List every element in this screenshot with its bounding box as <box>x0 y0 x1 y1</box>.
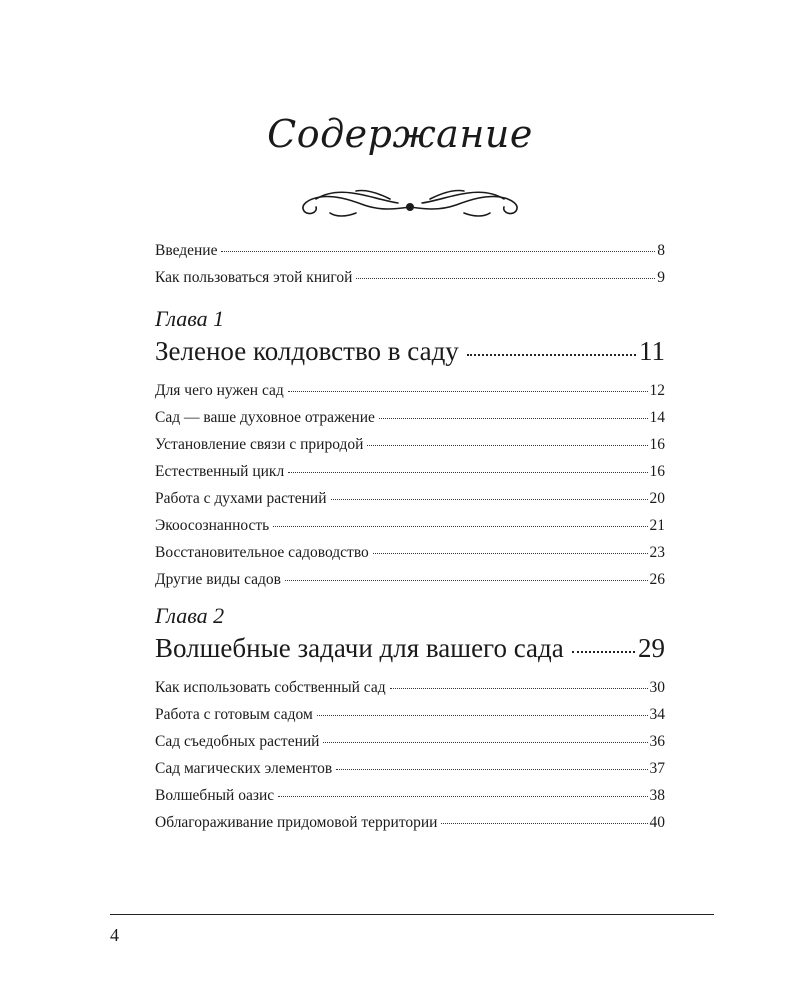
toc-entry[interactable] <box>155 490 665 517</box>
toc-entry-title: Установление связи с природой <box>155 436 364 453</box>
dot-leader <box>373 549 648 554</box>
dot-leader <box>441 819 647 824</box>
toc-entry-title: Как пользоваться этой книгой <box>155 269 353 286</box>
dot-leader <box>379 414 648 419</box>
toc-entry-title: Сад — ваше духовное отражение <box>155 409 375 426</box>
toc-entry-page: 21 <box>649 517 665 534</box>
chapter-page: 29 <box>638 633 665 663</box>
chapter-title: Волшебные задачи для вашего сада <box>155 633 564 663</box>
toc-entry-title: Волшебный оазис <box>155 787 275 804</box>
toc-entry[interactable] <box>155 544 665 571</box>
page-title: Содержание <box>267 112 533 156</box>
chapter-page: 11 <box>639 336 665 366</box>
dot-leader <box>317 711 648 716</box>
toc-entry-page: 38 <box>649 787 665 804</box>
toc-entry-title: Работа с готовым садом <box>155 706 313 723</box>
toc-entry-title: Работа с духами растений <box>155 490 327 507</box>
toc-entry[interactable] <box>155 463 665 490</box>
footer-rule <box>110 914 714 915</box>
dot-leader <box>323 738 647 743</box>
toc-entry-page: 9 <box>657 269 665 286</box>
toc-entry-page: 16 <box>649 436 665 453</box>
chapter-1-heading[interactable] <box>155 336 665 376</box>
toc-entry-page: 16 <box>649 463 665 480</box>
toc-entry-title: Экоосознанность <box>155 517 270 534</box>
flourish-divider-icon <box>286 183 534 223</box>
toc-entry[interactable] <box>155 787 665 814</box>
dot-leader <box>356 274 655 279</box>
toc-entry-title: Как использовать собственный сад <box>155 679 386 696</box>
toc-entry-page: 40 <box>649 814 665 831</box>
dot-leader <box>390 684 648 689</box>
dot-leader <box>336 765 647 770</box>
dot-leader <box>273 522 647 527</box>
toc-entry[interactable] <box>155 382 665 409</box>
toc-entry-title: Облагораживание придомовой территории <box>155 814 438 831</box>
toc-entry-page: 8 <box>657 242 665 259</box>
chapter-1-section <box>155 306 665 598</box>
dot-leader <box>278 792 647 797</box>
toc-entry[interactable] <box>155 436 665 463</box>
dot-leader <box>221 247 655 252</box>
toc-entry-page: 20 <box>649 490 665 507</box>
toc-entry[interactable] <box>155 760 665 787</box>
chapter-2-section <box>155 603 665 841</box>
dot-leader <box>467 350 636 356</box>
toc-entry-title: Для чего нужен сад <box>155 382 284 399</box>
toc-entry[interactable] <box>155 517 665 544</box>
toc-entry-how-to-use[interactable] <box>155 269 665 296</box>
dot-leader <box>288 387 648 392</box>
toc-entry-page: 23 <box>649 544 665 561</box>
toc-entry[interactable] <box>155 409 665 436</box>
dot-leader <box>331 495 648 500</box>
dot-leader <box>572 647 635 653</box>
chapter-2-heading[interactable] <box>155 633 665 673</box>
chapter-title: Зеленое колдовство в саду <box>155 336 459 366</box>
toc-entry-page: 12 <box>649 382 665 399</box>
toc-entry[interactable] <box>155 814 665 841</box>
toc-entry[interactable] <box>155 679 665 706</box>
dot-leader <box>367 441 647 446</box>
toc-entry[interactable] <box>155 706 665 733</box>
toc-entry-title: Естественный цикл <box>155 463 285 480</box>
page-number: 4 <box>110 925 119 945</box>
toc-entry-page: 14 <box>649 409 665 426</box>
toc-entry-page: 36 <box>649 733 665 750</box>
toc-entry-title: Восстановительное садоводство <box>155 544 369 561</box>
toc-entry-title: Сад магических элементов <box>155 760 333 777</box>
chapter-1-label: Глава 1 <box>155 306 225 331</box>
toc-entry-page: 30 <box>649 679 665 696</box>
toc-entry-title: Введение <box>155 242 218 259</box>
toc-entry-title: Сад съедобных растений <box>155 733 320 750</box>
toc-entry-page: 37 <box>649 760 665 777</box>
toc-entry[interactable] <box>155 733 665 760</box>
toc-entry[interactable] <box>155 571 665 598</box>
dot-leader <box>285 576 648 581</box>
intro-entries <box>155 242 665 296</box>
toc-entry-introduction[interactable] <box>155 242 665 269</box>
toc-entry-page: 34 <box>649 706 665 723</box>
toc-entry-title: Другие виды садов <box>155 571 281 588</box>
chapter-2-label: Глава 2 <box>155 603 225 628</box>
toc-entry-page: 26 <box>649 571 665 588</box>
dot-leader <box>288 468 647 473</box>
